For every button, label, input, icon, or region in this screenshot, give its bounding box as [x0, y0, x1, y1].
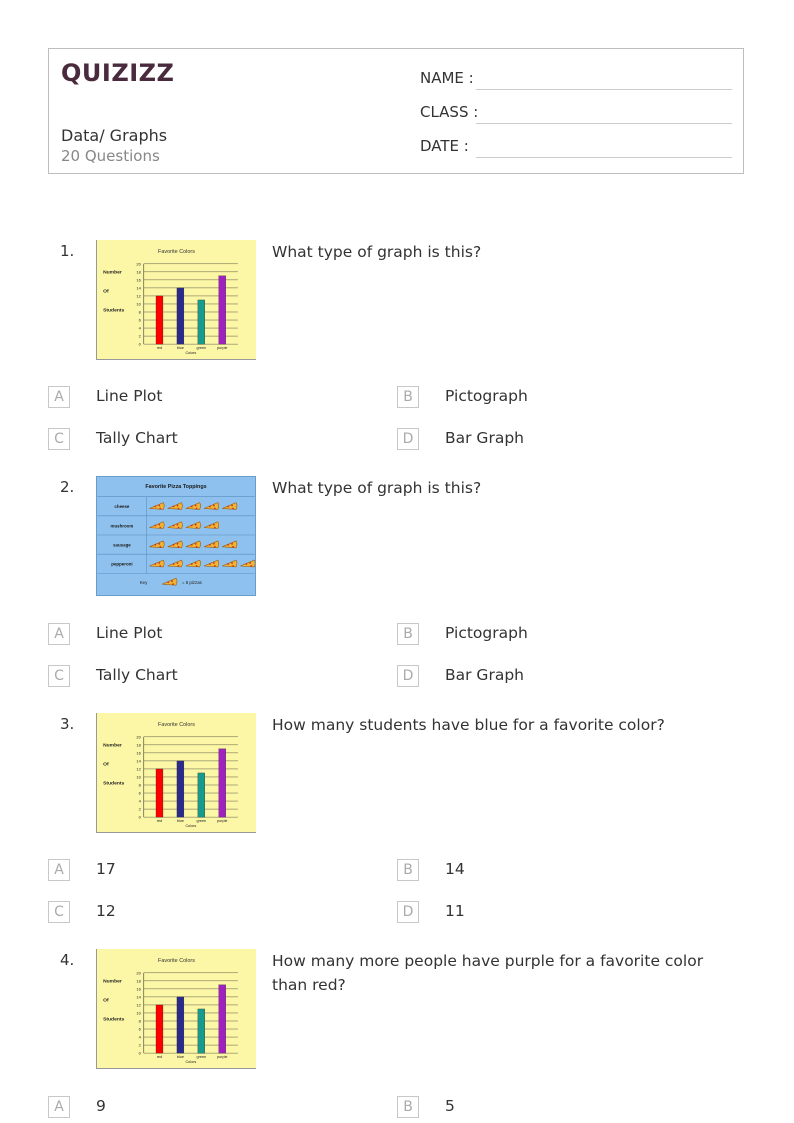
pizza-slice-icon: [186, 522, 201, 529]
option-letter: C: [48, 428, 70, 450]
favorite-colors-chart: [96, 713, 256, 833]
pizza-slice-icon: [186, 541, 201, 548]
question-number: 3.: [60, 715, 75, 733]
y-axis-label: Students: [103, 781, 125, 787]
option-letter: A: [48, 386, 70, 408]
y-axis-label: Students: [103, 308, 125, 314]
y-tick-label: 20: [136, 734, 141, 740]
class-label: CLASS :: [420, 103, 479, 121]
x-tick-label: red: [156, 819, 163, 824]
option-letter: C: [48, 901, 70, 923]
y-tick-label: 16: [136, 750, 141, 756]
question-number: 1.: [60, 242, 75, 260]
pizza-slice-icon: [186, 503, 201, 510]
y-tick-label: 8: [138, 782, 141, 788]
question-text: What type of graph is this?: [272, 479, 482, 497]
row-label: sausage: [113, 542, 131, 548]
class-line[interactable]: [476, 123, 732, 124]
y-tick-label: 10: [136, 301, 141, 307]
y-tick-label: 2: [138, 1042, 141, 1048]
x-tick-label: purple: [217, 819, 228, 824]
option-letter: B: [397, 1096, 419, 1118]
option-text[interactable]: Tally Chart: [96, 429, 178, 447]
option-text[interactable]: 11: [445, 902, 465, 920]
option-letter: A: [48, 623, 70, 645]
worksheet-title: Data/ Graphs: [61, 126, 168, 145]
question-text: How many more people have purple for a favorite color than red?: [272, 952, 704, 994]
x-tick-label: blue: [176, 819, 184, 824]
option-letter: D: [397, 428, 419, 450]
bar-green: [198, 300, 205, 344]
option-text[interactable]: Pictograph: [445, 387, 528, 405]
pizza-slice-icon: [240, 560, 255, 567]
y-tick-label: 18: [136, 742, 141, 748]
option-letter: A: [48, 859, 70, 881]
x-tick-label: red: [156, 346, 163, 351]
y-tick-label: 14: [136, 758, 141, 764]
option-text[interactable]: Bar Graph: [445, 429, 524, 447]
option-text[interactable]: Tally Chart: [96, 666, 178, 684]
pizza-slice-icon: [204, 522, 219, 529]
bar-green: [198, 1009, 205, 1053]
worksheet-header: [48, 48, 744, 174]
option-letter: B: [397, 623, 419, 645]
y-tick-label: 20: [136, 261, 141, 267]
y-tick-label: 10: [136, 774, 141, 780]
y-tick-label: 6: [138, 1026, 141, 1032]
quizizz-logo: QUIZIZZ: [61, 59, 175, 87]
y-tick-label: 0: [138, 1050, 141, 1056]
row-label: pepperoni: [111, 561, 133, 567]
name-line[interactable]: [476, 89, 732, 90]
favorite-colors-chart: [96, 240, 256, 360]
favorite-colors-chart: [96, 949, 256, 1069]
y-axis-label: Number: [103, 743, 122, 749]
option-text[interactable]: 17: [96, 860, 116, 878]
pizza-slice-icon: [204, 541, 219, 548]
pizza-slice-icon: [149, 560, 164, 567]
pizza-slice-icon: [222, 541, 237, 548]
y-tick-label: 16: [136, 986, 141, 992]
x-tick-label: blue: [176, 346, 184, 351]
y-tick-label: 8: [138, 309, 141, 315]
option-letter: D: [397, 665, 419, 687]
pizza-slice-icon: [204, 503, 219, 510]
pizza-slice-icon: [149, 541, 164, 548]
option-letter: B: [397, 859, 419, 881]
pizza-slice-icon: [168, 560, 183, 567]
option-text[interactable]: Line Plot: [96, 387, 163, 405]
pictograph-title: Favorite Pizza Toppings: [145, 483, 207, 490]
y-tick-label: 0: [138, 814, 141, 820]
y-tick-label: 4: [138, 798, 141, 804]
y-tick-label: 14: [136, 994, 141, 1000]
x-axis-label: Colors: [185, 351, 197, 356]
x-tick-label: blue: [176, 1055, 184, 1060]
y-tick-label: 4: [138, 325, 141, 331]
option-text[interactable]: 12: [96, 902, 116, 920]
pizza-slice-icon: [186, 560, 201, 567]
pizza-slice-icon: [168, 522, 183, 529]
question-number: 4.: [60, 951, 75, 969]
option-text[interactable]: 14: [445, 860, 465, 878]
pizza-slice-icon: [149, 522, 164, 529]
date-label: DATE :: [420, 137, 469, 155]
y-tick-label: 4: [138, 1034, 141, 1040]
option-letter: B: [397, 386, 419, 408]
y-tick-label: 16: [136, 277, 141, 283]
pizza-slice-icon: [149, 503, 164, 510]
bar-red: [156, 296, 163, 344]
x-tick-label: purple: [217, 1055, 228, 1060]
question-text: How many students have blue for a favorite color?: [272, 716, 665, 734]
pizza-slice-icon: [222, 560, 237, 567]
question-count: 20 Questions: [61, 147, 160, 165]
y-axis-label: Number: [103, 979, 122, 985]
question-text: What type of graph is this?: [272, 243, 482, 261]
bar-purple: [219, 276, 226, 344]
row-label: cheese: [114, 504, 130, 510]
bar-purple: [219, 985, 226, 1053]
bar-purple: [219, 749, 226, 817]
pizza-slice-icon: [162, 578, 177, 585]
y-tick-label: 6: [138, 790, 141, 796]
y-tick-label: 12: [136, 293, 141, 299]
bar-blue: [177, 761, 184, 817]
y-tick-label: 2: [138, 333, 141, 339]
y-tick-label: 12: [136, 766, 141, 772]
x-axis-label: Colors: [185, 824, 197, 829]
x-tick-label: red: [156, 1055, 163, 1060]
option-letter: C: [48, 665, 70, 687]
x-tick-label: green: [196, 819, 207, 824]
pizza-slice-icon: [222, 503, 237, 510]
bar-red: [156, 769, 163, 817]
option-text[interactable]: 5: [445, 1097, 455, 1115]
bar-red: [156, 1005, 163, 1053]
option-letter: D: [397, 901, 419, 923]
bar-blue: [177, 288, 184, 344]
x-tick-label: purple: [217, 346, 228, 351]
y-tick-label: 10: [136, 1010, 141, 1016]
y-tick-label: 8: [138, 1018, 141, 1024]
row-label: mushroom: [110, 523, 134, 529]
option-letter: A: [48, 1096, 70, 1118]
y-tick-label: 6: [138, 317, 141, 323]
y-tick-label: 0: [138, 341, 141, 347]
x-axis-label: Colors: [185, 1060, 197, 1065]
y-tick-label: 18: [136, 978, 141, 984]
x-tick-label: green: [196, 1055, 207, 1060]
key-label: Key: [139, 580, 148, 586]
x-tick-label: green: [196, 346, 207, 351]
y-axis-label: Of: [103, 762, 109, 768]
chart-title: Favorite Colors: [158, 957, 195, 964]
y-axis-label: Of: [103, 289, 109, 295]
pizza-slice-icon: [168, 503, 183, 510]
pizza-slice-icon: [204, 560, 219, 567]
option-text[interactable]: Pictograph: [445, 624, 528, 642]
chart-title: Favorite Colors: [158, 248, 195, 255]
y-tick-label: 14: [136, 285, 141, 291]
option-text[interactable]: Bar Graph: [445, 666, 524, 684]
pizza-toppings-pictograph: [96, 476, 256, 596]
y-tick-label: 2: [138, 806, 141, 812]
y-axis-label: Students: [103, 1017, 125, 1023]
bar-green: [198, 773, 205, 817]
option-text[interactable]: Line Plot: [96, 624, 163, 642]
option-text[interactable]: 9: [96, 1097, 106, 1115]
bar-blue: [177, 997, 184, 1053]
pizza-slice-icon: [168, 541, 183, 548]
y-axis-label: Of: [103, 998, 109, 1004]
y-tick-label: 20: [136, 970, 141, 976]
y-tick-label: 18: [136, 269, 141, 275]
date-line[interactable]: [476, 157, 732, 158]
name-label: NAME :: [420, 69, 474, 87]
y-tick-label: 12: [136, 1002, 141, 1008]
question-number: 2.: [60, 478, 75, 496]
chart-title: Favorite Colors: [158, 721, 195, 728]
key-value: = 5 pizzas: [181, 580, 202, 586]
y-axis-label: Number: [103, 270, 122, 276]
